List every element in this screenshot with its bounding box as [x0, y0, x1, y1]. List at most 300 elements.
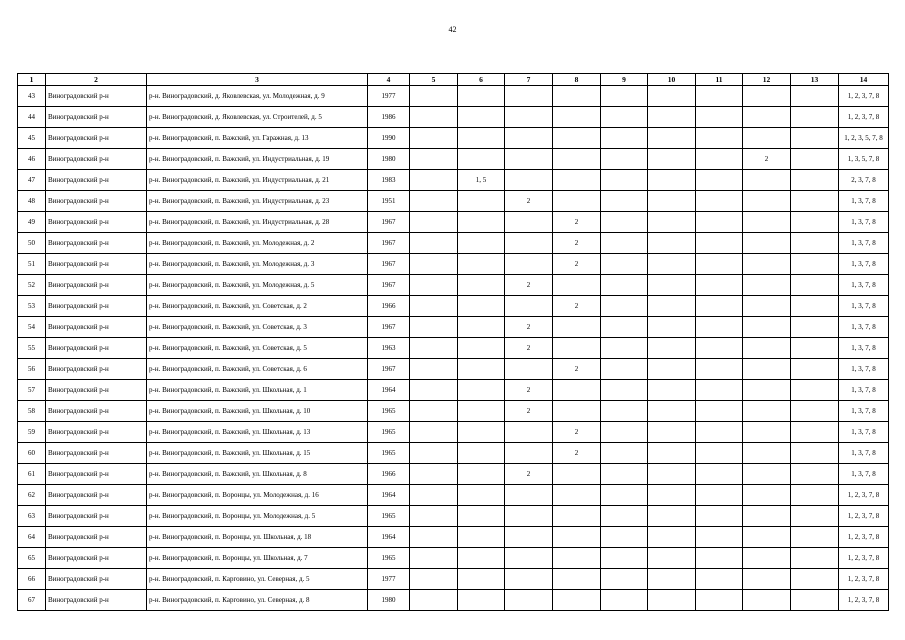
table-cell-col-6: [458, 527, 505, 548]
table-cell-col-12: [743, 464, 791, 485]
table-cell-col-2: Виноградовский р-н: [46, 422, 147, 443]
table-cell-col-13: [791, 590, 839, 611]
table-cell-col-4: 1967: [368, 212, 410, 233]
column-header-3: 3: [147, 74, 368, 86]
table-cell-col-3: р-н. Виноградовский, п. Важский, ул. Советская, д. 3: [147, 317, 368, 338]
table-cell-col-11: [696, 464, 743, 485]
table-cell-col-2: Виноградовский р-н: [46, 86, 147, 107]
table-cell-col-10: [648, 548, 696, 569]
table-cell-col-2: Виноградовский р-н: [46, 296, 147, 317]
table-cell-col-13: [791, 380, 839, 401]
table-cell-col-4: 1965: [368, 506, 410, 527]
table-cell-col-8: [553, 128, 601, 149]
table-cell-col-13: [791, 569, 839, 590]
table-cell-col-13: [791, 170, 839, 191]
table-cell-col-12: [743, 380, 791, 401]
register-table: [17, 73, 889, 611]
table-cell-col-2: Виноградовский р-н: [46, 128, 147, 149]
table-cell-col-12: [743, 443, 791, 464]
table-cell-col-10: [648, 254, 696, 275]
table-cell-col-1: 65: [18, 548, 46, 569]
table-cell-col-11: [696, 422, 743, 443]
table-cell-col-7: [505, 149, 553, 170]
table-cell-col-3: р-н. Виноградовский, п. Важский, ул. Советская, д. 6: [147, 359, 368, 380]
table-row: [18, 422, 889, 443]
table-row: [18, 86, 889, 107]
table-cell-col-12: [743, 107, 791, 128]
table-cell-col-13: [791, 443, 839, 464]
table-cell-col-6: [458, 317, 505, 338]
table-cell-col-8: [553, 107, 601, 128]
table-cell-col-5: [410, 527, 458, 548]
table-cell-col-13: [791, 338, 839, 359]
column-header-5: 5: [410, 74, 458, 86]
table-cell-col-9: [601, 569, 648, 590]
table-cell-col-10: [648, 107, 696, 128]
table-cell-col-11: [696, 359, 743, 380]
table-cell-col-1: 44: [18, 107, 46, 128]
table-cell-col-6: [458, 191, 505, 212]
table-cell-col-6: [458, 464, 505, 485]
table-cell-col-5: [410, 317, 458, 338]
table-cell-col-11: [696, 191, 743, 212]
column-header-7: 7: [505, 74, 553, 86]
table-cell-col-1: 66: [18, 569, 46, 590]
table-cell-col-14: 1, 3, 7, 8: [839, 254, 889, 275]
table-cell-col-11: [696, 380, 743, 401]
table-cell-col-10: [648, 86, 696, 107]
table-cell-col-10: [648, 506, 696, 527]
table-row: [18, 548, 889, 569]
table-cell-col-6: [458, 107, 505, 128]
table-row: [18, 170, 889, 191]
table-cell-col-3: р-н. Виноградовский, п. Карговино, ул. Северная, д. 5: [147, 569, 368, 590]
table-cell-col-14: 1, 3, 7, 8: [839, 380, 889, 401]
table-cell-col-3: р-н. Виноградовский, д. Яковлевская, ул. Строителей, д. 5: [147, 107, 368, 128]
table-cell-col-4: 1967: [368, 275, 410, 296]
table-cell-col-8: 2: [553, 422, 601, 443]
table-cell-col-12: [743, 401, 791, 422]
table-cell-col-1: 52: [18, 275, 46, 296]
table-cell-col-10: [648, 422, 696, 443]
table-cell-col-13: [791, 86, 839, 107]
table-cell-col-6: [458, 128, 505, 149]
table-cell-col-9: [601, 170, 648, 191]
table-cell-col-4: 1977: [368, 569, 410, 590]
table-cell-col-8: [553, 191, 601, 212]
table-cell-col-2: Виноградовский р-н: [46, 107, 147, 128]
table-cell-col-14: 1, 3, 7, 8: [839, 464, 889, 485]
table-cell-col-1: 47: [18, 170, 46, 191]
table-cell-col-9: [601, 233, 648, 254]
table-cell-col-7: [505, 485, 553, 506]
table-cell-col-8: [553, 86, 601, 107]
table-cell-col-13: [791, 191, 839, 212]
table-cell-col-14: 1, 2, 3, 7, 8: [839, 485, 889, 506]
table-cell-col-6: [458, 275, 505, 296]
table-cell-col-5: [410, 107, 458, 128]
table-row: [18, 107, 889, 128]
table-cell-col-9: [601, 485, 648, 506]
table-cell-col-6: [458, 401, 505, 422]
table-cell-col-7: [505, 569, 553, 590]
table-cell-col-14: 1, 2, 3, 7, 8: [839, 86, 889, 107]
table-cell-col-5: [410, 380, 458, 401]
table-cell-col-11: [696, 527, 743, 548]
page-number: 42: [448, 25, 457, 34]
table-cell-col-2: Виноградовский р-н: [46, 359, 147, 380]
table-cell-col-1: 64: [18, 527, 46, 548]
table-cell-col-10: [648, 527, 696, 548]
table-cell-col-8: [553, 527, 601, 548]
table-cell-col-9: [601, 359, 648, 380]
table-cell-col-1: 62: [18, 485, 46, 506]
table-cell-col-11: [696, 254, 743, 275]
table-cell-col-11: [696, 170, 743, 191]
table-cell-col-3: р-н. Виноградовский, п. Важский, ул. Школьная, д. 1: [147, 380, 368, 401]
table-cell-col-2: Виноградовский р-н: [46, 254, 147, 275]
table-cell-col-13: [791, 275, 839, 296]
table-cell-col-11: [696, 506, 743, 527]
table-cell-col-8: [553, 590, 601, 611]
table-cell-col-3: р-н. Виноградовский, п. Важский, ул. Молодежная, д. 2: [147, 233, 368, 254]
table-cell-col-7: 2: [505, 317, 553, 338]
table-cell-col-7: 2: [505, 380, 553, 401]
table-cell-col-6: [458, 212, 505, 233]
table-cell-col-13: [791, 464, 839, 485]
table-cell-col-13: [791, 422, 839, 443]
table-cell-col-4: 1967: [368, 317, 410, 338]
table-cell-col-7: [505, 212, 553, 233]
table-cell-col-2: Виноградовский р-н: [46, 338, 147, 359]
table-cell-col-7: [505, 128, 553, 149]
table-cell-col-13: [791, 149, 839, 170]
table-cell-col-3: р-н. Виноградовский, п. Карговино, ул. Северная, д. 8: [147, 590, 368, 611]
column-header-10: 10: [648, 74, 696, 86]
table-cell-col-2: Виноградовский р-н: [46, 170, 147, 191]
table-cell-col-4: 1964: [368, 380, 410, 401]
table-cell-col-11: [696, 443, 743, 464]
table-cell-col-4: 1965: [368, 548, 410, 569]
table-cell-col-9: [601, 149, 648, 170]
table-cell-col-6: [458, 296, 505, 317]
table-cell-col-14: 2, 3, 7, 8: [839, 170, 889, 191]
table-cell-col-8: 2: [553, 296, 601, 317]
table-cell-col-4: 1966: [368, 464, 410, 485]
table-cell-col-4: 1967: [368, 254, 410, 275]
table-cell-col-12: [743, 569, 791, 590]
table-cell-col-10: [648, 338, 696, 359]
table-cell-col-9: [601, 254, 648, 275]
table-cell-col-5: [410, 86, 458, 107]
table-cell-col-13: [791, 359, 839, 380]
table-cell-col-3: р-н. Виноградовский, п. Важский, ул. Индустриальная, д. 21: [147, 170, 368, 191]
table-cell-col-1: 67: [18, 590, 46, 611]
table-cell-col-13: [791, 107, 839, 128]
table-cell-col-9: [601, 212, 648, 233]
table-cell-col-14: 1, 3, 7, 8: [839, 359, 889, 380]
table-cell-col-9: [601, 86, 648, 107]
table-cell-col-7: [505, 548, 553, 569]
column-header-11: 11: [696, 74, 743, 86]
table-cell-col-12: [743, 233, 791, 254]
table-cell-col-4: 1986: [368, 107, 410, 128]
table-cell-col-1: 45: [18, 128, 46, 149]
table-cell-col-5: [410, 443, 458, 464]
table-cell-col-10: [648, 296, 696, 317]
table-cell-col-13: [791, 317, 839, 338]
table-cell-col-11: [696, 296, 743, 317]
table-cell-col-11: [696, 128, 743, 149]
table-cell-col-5: [410, 422, 458, 443]
table-cell-col-4: 1967: [368, 359, 410, 380]
table-cell-col-11: [696, 548, 743, 569]
column-header-6: 6: [458, 74, 505, 86]
table-cell-col-8: 2: [553, 233, 601, 254]
table-cell-col-12: [743, 506, 791, 527]
table-cell-col-10: [648, 149, 696, 170]
table-cell-col-10: [648, 191, 696, 212]
table-cell-col-14: 1, 3, 7, 8: [839, 317, 889, 338]
table-cell-col-14: 1, 3, 7, 8: [839, 275, 889, 296]
table-cell-col-4: 1964: [368, 485, 410, 506]
table-row: [18, 149, 889, 170]
table-cell-col-3: р-н. Виноградовский, п. Важский, ул. Советская, д. 2: [147, 296, 368, 317]
table-cell-col-5: [410, 590, 458, 611]
table-cell-col-14: 1, 2, 3, 7, 8: [839, 569, 889, 590]
table-cell-col-3: р-н. Виноградовский, п. Важский, ул. Молодежная, д. 5: [147, 275, 368, 296]
table-cell-col-4: 1980: [368, 149, 410, 170]
table-cell-col-6: [458, 443, 505, 464]
table-cell-col-2: Виноградовский р-н: [46, 212, 147, 233]
table-cell-col-13: [791, 212, 839, 233]
table-cell-col-3: р-н. Виноградовский, п. Воронцы, ул. Школьная, д. 7: [147, 548, 368, 569]
table-cell-col-1: 48: [18, 191, 46, 212]
table-cell-col-13: [791, 254, 839, 275]
table-cell-col-9: [601, 548, 648, 569]
table-cell-col-4: 1965: [368, 422, 410, 443]
table-cell-col-4: 1990: [368, 128, 410, 149]
table-cell-col-14: 1, 2, 3, 7, 8: [839, 527, 889, 548]
table-cell-col-5: [410, 296, 458, 317]
table-row: [18, 527, 889, 548]
table-cell-col-1: 51: [18, 254, 46, 275]
table-cell-col-3: р-н. Виноградовский, п. Воронцы, ул. Молодежная, д. 5: [147, 506, 368, 527]
table-cell-col-14: 1, 3, 7, 8: [839, 401, 889, 422]
table-cell-col-11: [696, 149, 743, 170]
table-cell-col-8: [553, 275, 601, 296]
table-cell-col-5: [410, 254, 458, 275]
table-cell-col-2: Виноградовский р-н: [46, 380, 147, 401]
table-cell-col-9: [601, 590, 648, 611]
table-cell-col-3: р-н. Виноградовский, п. Важский, ул. Индустриальная, д. 19: [147, 149, 368, 170]
table-cell-col-5: [410, 170, 458, 191]
table-row: [18, 443, 889, 464]
table-cell-col-11: [696, 401, 743, 422]
table-cell-col-5: [410, 191, 458, 212]
table-cell-col-1: 53: [18, 296, 46, 317]
table-cell-col-3: р-н. Виноградовский, п. Важский, ул. Индустриальная, д. 28: [147, 212, 368, 233]
table-cell-col-11: [696, 569, 743, 590]
table-cell-col-3: р-н. Виноградовский, д. Яковлевская, ул. Молодежная, д. 9: [147, 86, 368, 107]
table-cell-col-13: [791, 485, 839, 506]
table-cell-col-7: [505, 107, 553, 128]
table-cell-col-1: 61: [18, 464, 46, 485]
table-row: [18, 590, 889, 611]
table-cell-col-1: 59: [18, 422, 46, 443]
table-cell-col-11: [696, 338, 743, 359]
table-cell-col-14: 1, 2, 3, 7, 8: [839, 107, 889, 128]
table-cell-col-1: 43: [18, 86, 46, 107]
column-header-13: 13: [791, 74, 839, 86]
table-cell-col-14: 1, 2, 3, 5, 7, 8: [839, 128, 889, 149]
table-cell-col-6: [458, 506, 505, 527]
table-cell-col-12: 2: [743, 149, 791, 170]
table-cell-col-7: [505, 359, 553, 380]
table-cell-col-8: 2: [553, 254, 601, 275]
table-cell-col-8: [553, 506, 601, 527]
table-cell-col-9: [601, 422, 648, 443]
table-cell-col-3: р-н. Виноградовский, п. Важский, ул. Советская, д. 5: [147, 338, 368, 359]
table-cell-col-12: [743, 485, 791, 506]
table-cell-col-8: [553, 485, 601, 506]
table-cell-col-9: [601, 443, 648, 464]
table-cell-col-5: [410, 359, 458, 380]
table-row: [18, 128, 889, 149]
table-cell-col-11: [696, 86, 743, 107]
table-cell-col-7: 2: [505, 464, 553, 485]
table-cell-col-8: [553, 149, 601, 170]
table-cell-col-13: [791, 296, 839, 317]
table-cell-col-8: [553, 401, 601, 422]
table-cell-col-5: [410, 149, 458, 170]
table-cell-col-4: 1964: [368, 527, 410, 548]
table-cell-col-9: [601, 464, 648, 485]
table-cell-col-13: [791, 548, 839, 569]
table-cell-col-2: Виноградовский р-н: [46, 506, 147, 527]
table-cell-col-13: [791, 128, 839, 149]
table-cell-col-10: [648, 317, 696, 338]
table-cell-col-10: [648, 443, 696, 464]
table-cell-col-1: 50: [18, 233, 46, 254]
table-cell-col-6: [458, 338, 505, 359]
table-cell-col-12: [743, 254, 791, 275]
table-cell-col-11: [696, 317, 743, 338]
column-header-9: 9: [601, 74, 648, 86]
table-cell-col-4: 1977: [368, 86, 410, 107]
table-cell-col-7: [505, 422, 553, 443]
table-cell-col-1: 55: [18, 338, 46, 359]
table-row: [18, 338, 889, 359]
table-cell-col-11: [696, 107, 743, 128]
table-row: [18, 359, 889, 380]
table-cell-col-6: [458, 149, 505, 170]
table-cell-col-9: [601, 107, 648, 128]
table-cell-col-5: [410, 569, 458, 590]
table-cell-col-10: [648, 275, 696, 296]
table-cell-col-10: [648, 590, 696, 611]
table-cell-col-7: [505, 233, 553, 254]
table-cell-col-3: р-н. Виноградовский, п. Важский, ул. Школьная, д. 8: [147, 464, 368, 485]
column-header-12: 12: [743, 74, 791, 86]
table-row: [18, 191, 889, 212]
table-cell-col-2: Виноградовский р-н: [46, 443, 147, 464]
table-cell-col-2: Виноградовский р-н: [46, 317, 147, 338]
table-cell-col-4: 1963: [368, 338, 410, 359]
table-cell-col-6: [458, 86, 505, 107]
table-cell-col-3: р-н. Виноградовский, п. Важский, ул. Гаражная, д. 13: [147, 128, 368, 149]
table-cell-col-11: [696, 485, 743, 506]
table-cell-col-10: [648, 485, 696, 506]
table-cell-col-3: р-н. Виноградовский, п. Важский, ул. Школьная, д. 13: [147, 422, 368, 443]
table-cell-col-4: 1965: [368, 401, 410, 422]
table-cell-col-4: 1966: [368, 296, 410, 317]
table-cell-col-13: [791, 233, 839, 254]
table-row: [18, 317, 889, 338]
table-cell-col-9: [601, 128, 648, 149]
table-cell-col-13: [791, 527, 839, 548]
table-cell-col-9: [601, 506, 648, 527]
table-cell-col-13: [791, 401, 839, 422]
table-cell-col-7: 2: [505, 401, 553, 422]
table-cell-col-3: р-н. Виноградовский, п. Воронцы, ул. Молодежная, д. 16: [147, 485, 368, 506]
table-cell-col-1: 57: [18, 380, 46, 401]
table-cell-col-6: [458, 380, 505, 401]
table-cell-col-8: [553, 170, 601, 191]
table-cell-col-6: [458, 485, 505, 506]
table-cell-col-9: [601, 191, 648, 212]
table-cell-col-14: 1, 2, 3, 7, 8: [839, 590, 889, 611]
column-header-2: 2: [46, 74, 147, 86]
table-row: [18, 401, 889, 422]
table-cell-col-14: 1, 3, 7, 8: [839, 212, 889, 233]
table-cell-col-14: 1, 2, 3, 7, 8: [839, 548, 889, 569]
table-cell-col-10: [648, 212, 696, 233]
table-row: [18, 212, 889, 233]
table-cell-col-10: [648, 359, 696, 380]
table-cell-col-6: [458, 359, 505, 380]
table-cell-col-3: р-н. Виноградовский, п. Важский, ул. Школьная, д. 15: [147, 443, 368, 464]
table-cell-col-7: [505, 590, 553, 611]
table-row: [18, 254, 889, 275]
table-row: [18, 296, 889, 317]
table-cell-col-2: Виноградовский р-н: [46, 485, 147, 506]
table-cell-col-12: [743, 275, 791, 296]
table-cell-col-12: [743, 590, 791, 611]
table-cell-col-11: [696, 233, 743, 254]
table-cell-col-8: [553, 380, 601, 401]
table-cell-col-5: [410, 506, 458, 527]
table-cell-col-12: [743, 338, 791, 359]
table-cell-col-1: 56: [18, 359, 46, 380]
table-cell-col-12: [743, 212, 791, 233]
table-cell-col-12: [743, 170, 791, 191]
table-cell-col-7: [505, 86, 553, 107]
table-cell-col-5: [410, 464, 458, 485]
column-header-1: 1: [18, 74, 46, 86]
table-cell-col-8: [553, 464, 601, 485]
column-header-14: 14: [839, 74, 889, 86]
table-cell-col-5: [410, 233, 458, 254]
table-cell-col-10: [648, 380, 696, 401]
table-cell-col-2: Виноградовский р-н: [46, 527, 147, 548]
table-cell-col-2: Виноградовский р-н: [46, 569, 147, 590]
table-cell-col-2: Виноградовский р-н: [46, 548, 147, 569]
table-cell-col-5: [410, 548, 458, 569]
table-cell-col-5: [410, 275, 458, 296]
table-cell-col-7: [505, 527, 553, 548]
table-cell-col-12: [743, 548, 791, 569]
